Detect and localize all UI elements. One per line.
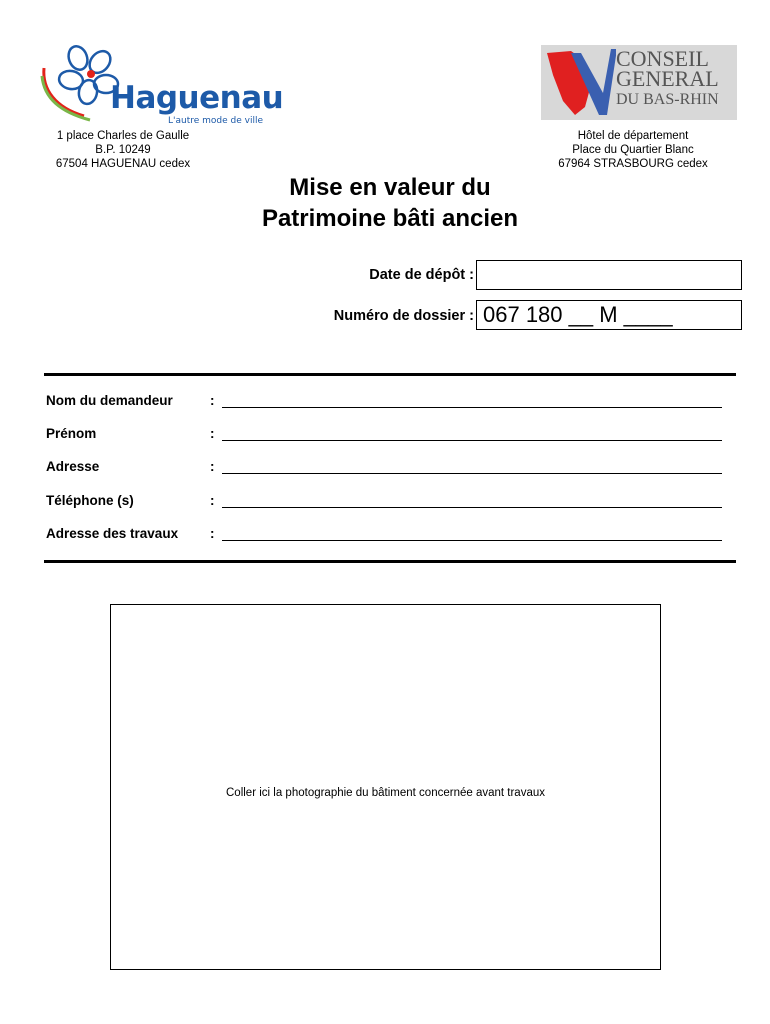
field-label: Téléphone (s) <box>46 493 134 508</box>
adresse-travaux-input-line[interactable] <box>222 540 722 541</box>
numero-dossier-label: Numéro de dossier : <box>333 308 474 324</box>
date-depot-label: Date de dépôt : <box>369 267 474 283</box>
address-line: 67964 STRASBOURG cedex <box>558 158 708 170</box>
prenom-input-line[interactable] <box>222 440 722 441</box>
numero-dossier-field[interactable]: 067 180 __ M ____ <box>476 300 742 330</box>
field-colon: : <box>210 459 215 474</box>
nom-input-line[interactable] <box>222 407 722 408</box>
address-line: B.P. 10249 <box>95 144 151 156</box>
cg-line-3: DU BAS-RHIN <box>616 91 719 108</box>
address-line: 1 place Charles de Gaulle <box>56 130 190 142</box>
form-row-nom <box>46 393 726 413</box>
field-colon: : <box>210 526 215 541</box>
haguenau-wordmark: Haguenau <box>110 80 284 116</box>
cg-line-1: CONSEIL <box>616 46 709 71</box>
field-colon: : <box>210 426 215 441</box>
field-label: Adresse des travaux <box>46 526 179 541</box>
photo-placeholder-box[interactable] <box>110 604 661 970</box>
address-line: Hôtel de département <box>577 130 689 142</box>
field-label: Nom du demandeur <box>46 393 173 408</box>
field-label: Prénom <box>46 426 97 441</box>
document-title <box>180 172 600 234</box>
cg-line-2: GENERAL <box>616 66 719 91</box>
title-line: Mise en valeur du <box>289 174 491 201</box>
form-row-adresse-travaux <box>46 526 726 546</box>
form-row-prenom <box>46 426 726 446</box>
field-label: Adresse <box>46 459 100 474</box>
divider <box>44 373 736 376</box>
conseil-general-address <box>528 129 738 171</box>
divider <box>44 560 736 563</box>
field-colon: : <box>210 493 215 508</box>
address-line: Place du Quartier Blanc <box>572 144 694 156</box>
form-row-adresse <box>46 459 726 479</box>
field-colon: : <box>210 393 215 408</box>
photo-caption: Coller ici la photographie du bâtiment concernée avant travaux <box>226 787 545 799</box>
adresse-input-line[interactable] <box>222 473 722 474</box>
haguenau-address <box>38 129 208 171</box>
conseil-general-wordmark <box>616 46 734 111</box>
title-line: Patrimoine bâti ancien <box>261 205 519 232</box>
conseil-general-logo <box>541 45 737 120</box>
bas-rhin-map-icon <box>541 45 616 120</box>
telephone-input-line[interactable] <box>222 507 722 508</box>
haguenau-tagline: L'autre mode de ville <box>168 116 263 126</box>
form-row-telephone <box>46 493 726 513</box>
address-line: 67504 HAGUENAU cedex <box>55 158 191 170</box>
date-depot-field[interactable] <box>476 260 742 290</box>
